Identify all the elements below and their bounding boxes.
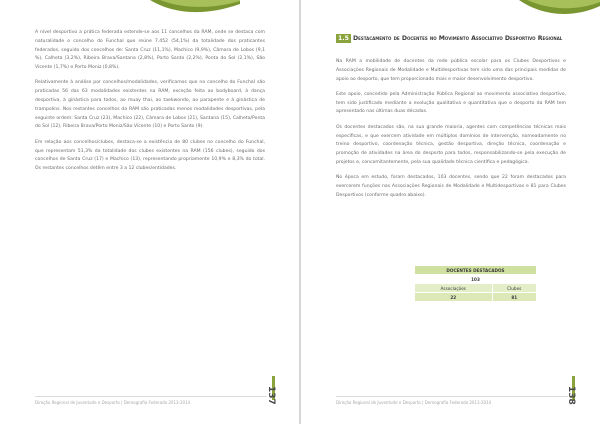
footer-text: Direção Regional de Juventude e Desporto | Demografia Federada 2013-2014: [35, 400, 191, 405]
left-page: [0, 0, 299, 424]
table-cell: 22: [415, 293, 493, 302]
header-swoosh-decoration: [519, 0, 600, 22]
page-number-block: [566, 372, 600, 405]
right-body-text: [336, 58, 566, 207]
section-heading: [336, 34, 566, 43]
table-title: DOCENTES DESTACADOS: [415, 266, 537, 275]
page-number: 138: [566, 386, 576, 405]
table-cell: 81: [492, 293, 536, 302]
page-number: 137: [266, 386, 276, 405]
table-total: 103: [415, 275, 537, 284]
paragraph: A nível desportivo a prática federada estende-se aos 11 concelhos da RAM, onde se destaca com naturalidade o concelho do Funchal que reúne 7.452 (54,1%) da totalidade dos praticantes federados, seguido dos concelhos de: Santa Cruz (11,1%), Machico (9,9%), Câmara de Lobos (9,1 %), Calheta (3,2%), Ribeira Brava/Santana (2,8%), Porto Santo (2,2%), Ponta do Sol (2,1%), São Vicente (1,7%) e Porto Moniz (0,8%).: [35, 30, 265, 71]
footer-divider: [35, 396, 267, 397]
right-page: [301, 0, 600, 424]
paragraph: Este apoio, concedido pela Administração Pública Regional ao movimento associativo desportivo, tem sido justificado mediante a evolução qualitativa e quantitativa que o desporto da RAM tem apresentado nas últimas duas décadas.: [336, 91, 566, 115]
section-number: 1.5: [338, 35, 349, 42]
section-title: Destacamento de Docentes no Movimento Associativo Desportivo Regional: [352, 35, 563, 42]
page-number-block: [266, 372, 300, 405]
docentes-table: [414, 265, 537, 302]
footer-text: Direção Regional de Juventude e Desporto | Demografia Federada 2013-2014: [336, 400, 492, 405]
footer-divider: [336, 396, 568, 397]
left-body-text: [35, 29, 265, 180]
paragraph: No época em estudo, foram destacados, 103 docentes, sendo que 22 foram destacados para exercerem funções nas Associações Regionais de Modalidade e Multidesportivas e 81 para Clubes Desportivos (conforme quadro abaixo).: [336, 175, 566, 198]
table-column-header: Associações: [415, 284, 493, 293]
header-swoosh-decoration: [150, 0, 240, 22]
table-column-header: Clubes: [492, 284, 536, 293]
paragraph: Relativamente à análise por concelhos/modalidades, verificamos que no concelho do Funchal são praticadas 56 das 63 modalidades existentes na RAM, exceção feita ao bodyboard, à dança desportiva, à ginástica para todos, ao muay thai, ao taekwondo, ao parapente e à ginástica de trampolins. Nos restantes concelhos da RAM são praticadas menos modalidades desportivas, pela seguinte ordem: Santa Cruz (23), Machico (22), Câmara de Lobos (21), Santana (15), Calheta/Ponta do Sol (12), Ribeira Brava/Porto Moniz/São Vicente (10) e Porto Santo (9).: [35, 80, 265, 130]
paragraph: Na RAM a mobilidade de docentes da rede pública escolar para os Clubes Desportivos e Associações Regionais de Modalidade e Multidesportivas tem sido uma das principais medidas de apoio ao desporto, que tem proporcionado mais e maior desenvolvimento desportivo.: [336, 59, 566, 82]
paragraph: Os docentes destacados são, na sua grande maioria, agentes com competências técnicas mais específicas, e que exercem atividade em múltiplos domínios de intervenção, nomeadamente no treino desportivo, coordenação técnica, gestão desportiva, direção técnica, coordenação e promoção de atividades na área do desporto para todos, responsabilizando-se pela execução de projetos e, concomitantemente, pela sua qualidade técnica científica e pedagógica.: [336, 124, 566, 165]
paragraph: Em relação aos concelhos/clubes, destaca-se a existência de 80 clubes no concelho do Funchal, que representam 51,3% da totalidade dos clubes existentes na RAM (156 clubes), seguido dos concelhos de Santa Cruz (17) e Machico (13), representando propriamente 10,9% e 8,3% do total. Os restantes concelhos detêm entre 3 a 12 clubes/entidades.: [35, 139, 265, 172]
